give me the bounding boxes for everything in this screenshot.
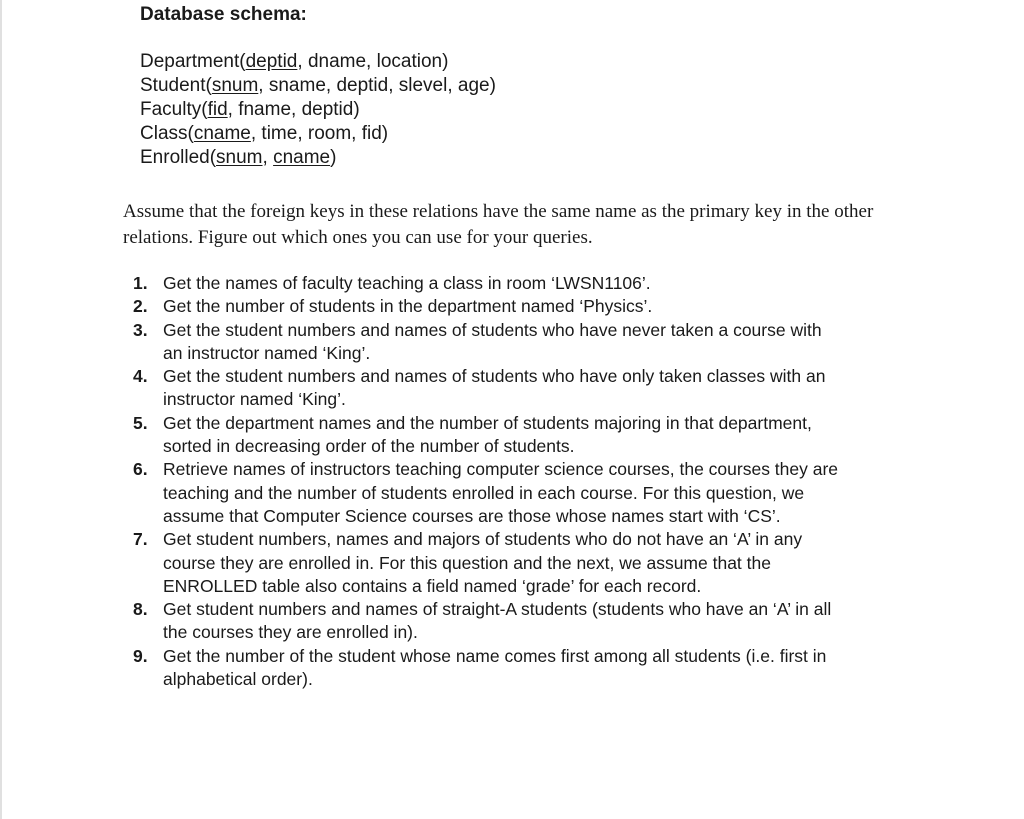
question-item	[123, 272, 843, 295]
relation-name: Student	[140, 75, 206, 96]
question-item	[123, 295, 843, 318]
question-item	[123, 458, 843, 528]
question-list	[123, 272, 843, 691]
relation-open-paren: (	[201, 99, 208, 120]
page-left-edge	[0, 0, 2, 819]
relation-faculty	[140, 98, 496, 122]
relation-open-paren: (	[205, 75, 212, 96]
relation-open-paren: (	[187, 123, 194, 144]
question-number: 8.	[133, 599, 148, 620]
primary-key: cname	[273, 147, 331, 168]
relation-attributes: , fname, deptid)	[227, 99, 360, 120]
question-number: 6.	[133, 459, 148, 480]
key-separator: ,	[262, 147, 274, 168]
question-number: 1.	[133, 273, 148, 293]
question-text: Get the names of faculty teaching a class in room ‘LWSN1106’.	[163, 273, 651, 293]
relation-class	[140, 122, 496, 146]
relation-attributes: , sname, deptid, slevel, age)	[258, 75, 496, 96]
relation-open-paren: (	[209, 147, 217, 168]
question-text: Get the student numbers and names of students who have only taken classes with an instructor named ‘King’.	[163, 366, 826, 410]
question-item	[123, 645, 843, 692]
primary-key: fid	[207, 99, 228, 120]
question-text: Get the student numbers and names of students who have never taken a course with an instructor named ‘King’.	[163, 319, 822, 363]
question-item	[123, 412, 843, 459]
intro-paragraph: Assume that the foreign keys in these relations have the same name as the primary key in the other relations. Figure out which ones you can use for your queries.	[123, 201, 874, 248]
relation-attributes: )	[330, 147, 337, 168]
relation-department	[140, 50, 496, 74]
question-text: Get the number of students in the department named ‘Physics’.	[163, 296, 653, 317]
question-number: 7.	[133, 529, 148, 550]
question-text: Get the number of the student whose name comes first among all students (i.e. first in alphabetical order).	[163, 645, 827, 690]
relation-name: Class	[140, 123, 188, 144]
question-text: Get student numbers and names of straight-A students (students who have an ‘A’ in all the courses they are enrolled in).	[163, 599, 832, 643]
question-item	[123, 598, 843, 645]
primary-key: cname	[193, 123, 251, 144]
question-text: Get the department names and the number of students majoring in that department, sorted in decreasing order of the number of students.	[163, 412, 812, 457]
relation-student	[140, 74, 496, 98]
question-number: 2.	[133, 296, 148, 317]
schema-list	[140, 50, 496, 170]
relation-enrolled	[140, 146, 496, 170]
relation-name: Department	[140, 51, 240, 72]
relation-attributes: , time, room, fid)	[250, 123, 389, 144]
question-text: Get student numbers, names and majors of students who do not have an ‘A’ in any course they are enrolled in. For this question and the next, we assume that the ENROLLED table also contains a field named ‘grade’ for each record.	[163, 529, 803, 596]
schema-heading: Database schema:	[140, 4, 307, 25]
question-number: 9.	[133, 645, 148, 666]
question-item	[123, 528, 843, 598]
question-number: 4.	[133, 366, 148, 387]
primary-key: snum	[211, 75, 259, 96]
relation-attributes: , dname, location)	[297, 51, 449, 72]
question-number: 3.	[133, 319, 148, 340]
primary-key: deptid	[245, 51, 298, 72]
relation-name: Enrolled	[140, 147, 210, 168]
relation-open-paren: (	[239, 51, 246, 72]
question-number: 5.	[133, 412, 148, 433]
relation-name: Faculty	[140, 99, 202, 120]
question-text: Retrieve names of instructors teaching computer science courses, the courses they are teaching and the number of students enrolled in each course. For this question, we assume that Computer Science courses are those whose names start with ‘CS’.	[163, 459, 839, 526]
question-item	[123, 319, 843, 366]
primary-key: snum	[216, 147, 263, 168]
question-item	[123, 365, 843, 412]
